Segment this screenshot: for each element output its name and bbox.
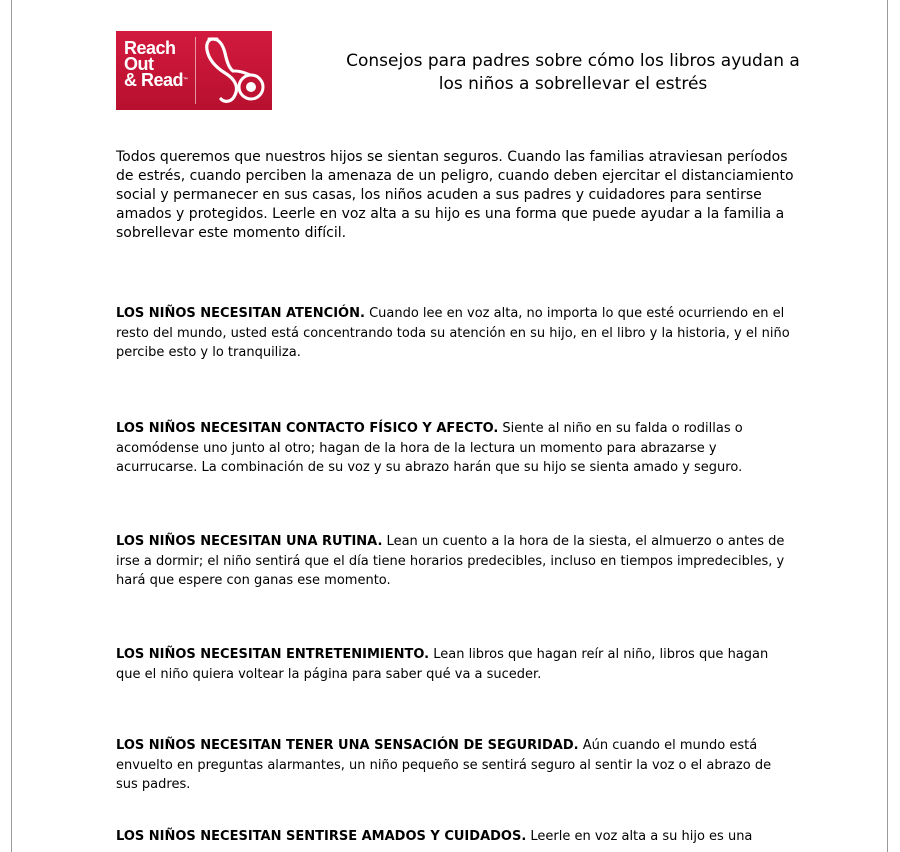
section-routine bbox=[116, 532, 791, 591]
page-title bbox=[338, 50, 808, 96]
section-text: Lean libros que hagan reír al niño, libros que hagan que el niño quiera voltear la página para saber qué va a suceder. bbox=[116, 647, 769, 682]
page-edge-right bbox=[887, 0, 888, 852]
intro-paragraph: Todos queremos que nuestros hijos se sientan seguros. Cuando las familias atraviesan períodos de estrés, cuando perciben la amenaza de un peligro, cuando deben ejercitar el distanciamiento social y permanecer en sus casas, los niños acuden a sus padres y cuidadores para sentirse amados y protegidos. Leerle en voz alta a su hijo es una forma que puede ayudar a la familia a sobrellevar este momento difícil. bbox=[116, 149, 794, 241]
logo-line-1: Reach bbox=[124, 38, 176, 58]
section-heading: LOS NIÑOS NECESITAN TENER UNA SENSACIÓN DE SEGURIDAD. bbox=[116, 738, 579, 753]
section-text: Cuando lee en voz alta, no importa lo que esté ocurriendo en el resto del mundo, usted está concentrando toda su atención en su hijo, en el libro y la historia, y el niño percibe esto y lo tranquiliza. bbox=[116, 306, 790, 360]
title-line-1: Consejos para padres sobre cómo los libros ayudan a bbox=[346, 51, 800, 71]
logo-line-2: Out bbox=[124, 54, 154, 74]
section-heading: LOS NIÑOS NECESITAN UNA RUTINA. bbox=[116, 534, 383, 549]
section-attention bbox=[116, 304, 791, 363]
stethoscope-heart-icon bbox=[199, 35, 269, 107]
logo-line-3-text: & Read bbox=[124, 70, 184, 90]
section-heading: LOS NIÑOS NECESITAN CONTACTO FÍSICO Y AFECTO. bbox=[116, 421, 499, 436]
logo-trademark: ™ bbox=[183, 77, 188, 83]
section-loved bbox=[116, 827, 791, 847]
section-text: Lean un cuento a la hora de la siesta, el almuerzo o antes de irse a dormir; el niño sentirá que el día tiene horarios predecibles, incluso en tiempos impredecibles, y hará que espere con ganas ese momento. bbox=[116, 534, 785, 588]
section-entertainment bbox=[116, 645, 791, 684]
title-line-2: los niños a sobrellevar el estrés bbox=[438, 74, 708, 94]
section-text: Siente al niño en su falda o rodillas o acomódense uno junto al otro; hagan de la hora de la lectura un momento para abrazarse y acurrucarse. La combinación de su voz y su abrazo harán que su hijo se sienta amado y seguro. bbox=[116, 421, 743, 475]
section-heading: LOS NIÑOS NECESITAN ATENCIÓN. bbox=[116, 306, 365, 321]
section-text: Leerle en voz alta a su hijo es una bbox=[526, 829, 753, 844]
section-physical-contact bbox=[116, 419, 791, 478]
section-text: Aún cuando el mundo está envuelto en preguntas alarmantes, un niño pequeño se sentirá seguro al sentir la voz o el abrazo de sus padres. bbox=[116, 738, 772, 792]
reach-out-and-read-logo bbox=[116, 31, 272, 110]
logo-wordmark bbox=[124, 40, 188, 88]
logo-line-3 bbox=[124, 72, 188, 88]
section-heading: LOS NIÑOS NECESITAN SENTIRSE AMADOS Y CUIDADOS. bbox=[116, 829, 527, 844]
logo-divider bbox=[195, 37, 196, 104]
section-heading: LOS NIÑOS NECESITAN ENTRETENIMIENTO. bbox=[116, 647, 430, 662]
page-edge-left bbox=[11, 0, 12, 852]
section-security bbox=[116, 736, 791, 795]
